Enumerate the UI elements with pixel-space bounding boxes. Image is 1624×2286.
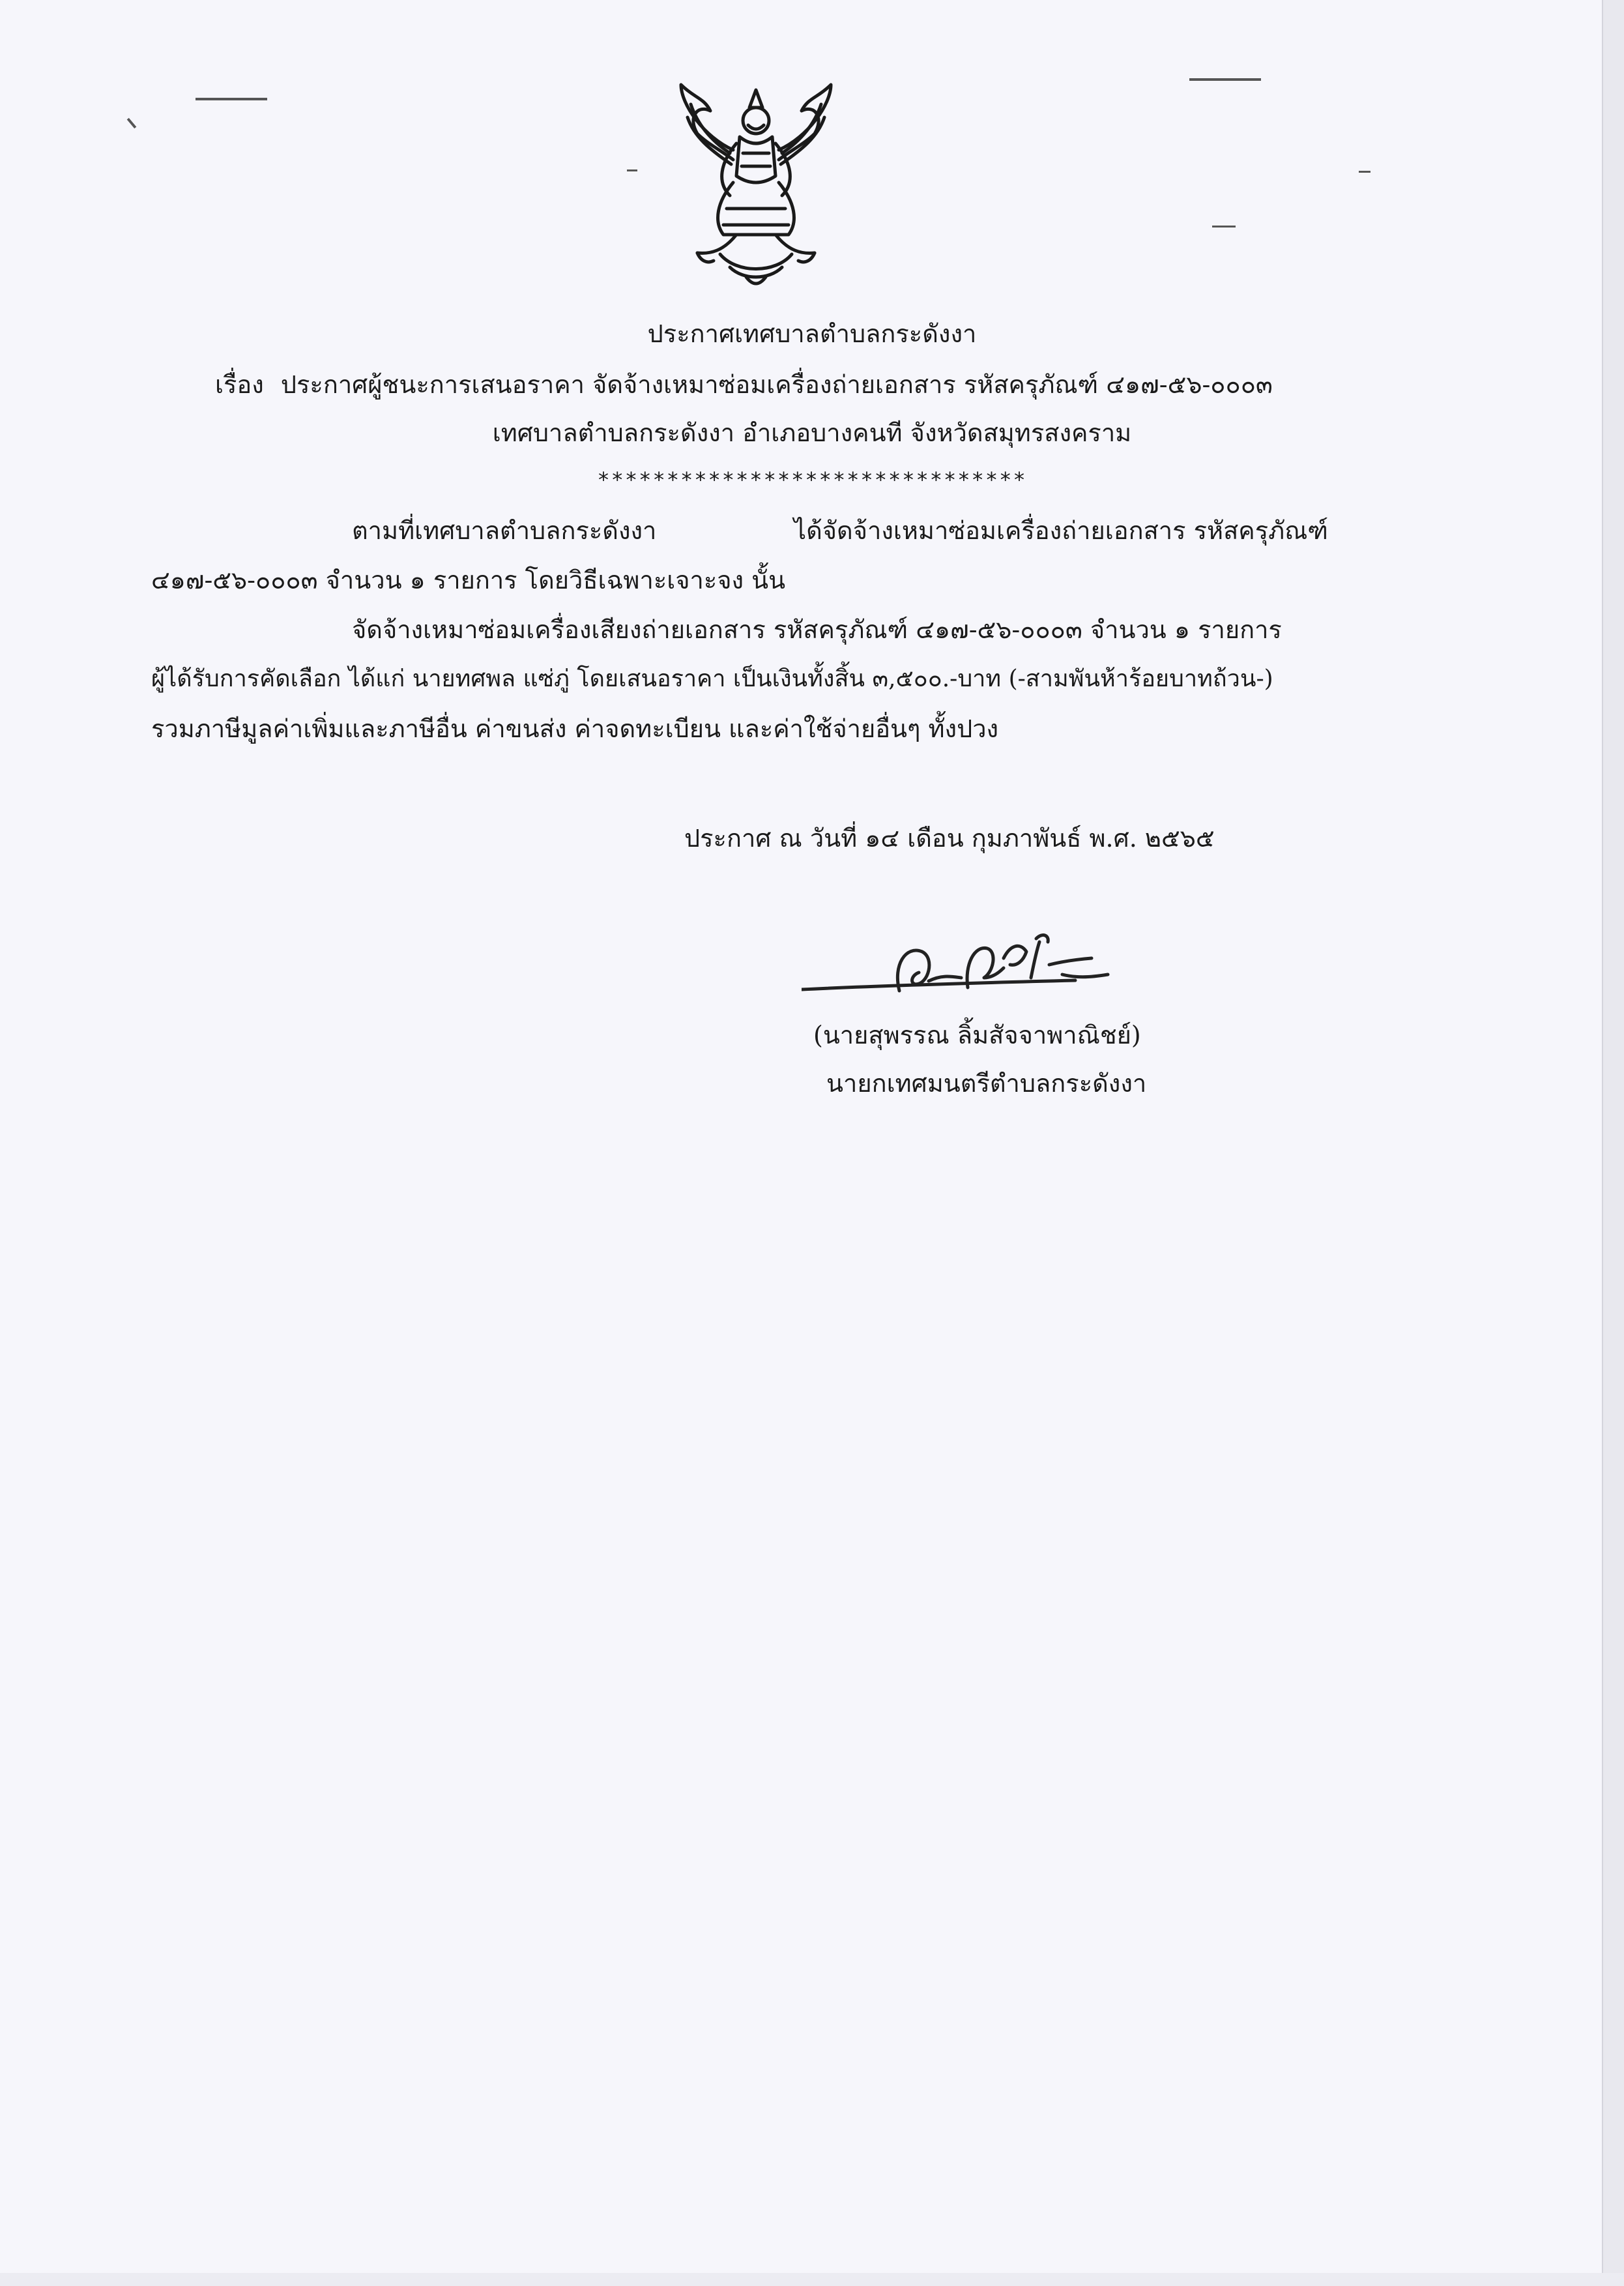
organization-line: เทศบาลตำบลกระดังงา อำเภอบางคนที จังหวัดสมุทรสงคราม [492, 418, 1132, 447]
scan-mark [196, 98, 267, 100]
paragraph1-line2: ๔๑๗-๕๖-๐๐๐๓ จำนวน ๑ รายการ โดยวิธีเฉพาะเจาะจง นั้น [151, 566, 786, 594]
subject-label: เรื่อง [215, 370, 264, 399]
scan-mark [1212, 226, 1236, 227]
scan-mark [627, 169, 637, 171]
paragraph1-line1-a: ตามที่เทศบาลตำบลกระดังงา [352, 516, 657, 545]
date-line: ประกาศ ณ วันที่ ๑๔ เดือน กุมภาพันธ์ พ.ศ. ๒๕๖๕ [684, 824, 1215, 853]
signature-image [802, 913, 1140, 1017]
scan-mark [1359, 171, 1370, 173]
subject-line [215, 369, 1273, 400]
paragraph2-line2: ผู้ได้รับการคัดเลือก ได้แก่ นายทศพล แซ่ภู่ โดยเสนอราคา เป็นเงินทั้งสิ้น ๓,๕๐๐.-บาท (-สามพันห้าร้อยบาทถ้วน-) [151, 666, 1273, 692]
signer-name: (นายสุพรรณ ลิ้มสัจจาพาณิชย์) [813, 1021, 1141, 1049]
page-bottom-edge [0, 2273, 1624, 2286]
garuda-emblem-icon [658, 78, 854, 293]
subject-text: ประกาศผู้ชนะการเสนอราคา จัดจ้างเหมาซ่อมเครื่องถ่ายเอกสาร รหัสครุภัณฑ์ ๔๑๗-๕๖-๐๐๐๓ [280, 370, 1273, 399]
document-title: ประกาศเทศบาลตำบลกระดังงา [647, 319, 977, 348]
separator: ******************************* [597, 467, 1027, 492]
paragraph1-line1-b: ได้จัดจ้างเหมาซ่อมเครื่องถ่ายเอกสาร รหัสครุภัณฑ์ [794, 516, 1328, 545]
scan-mark [1189, 78, 1261, 81]
paragraph2-line3: รวมภาษีมูลค่าเพิ่มและภาษีอื่น ค่าขนส่ง ค่าจดทะเบียน และค่าใช้จ่ายอื่นๆ ทั้งปวง [151, 714, 999, 743]
paragraph2-line1: จัดจ้างเหมาซ่อมเครื่องเสียงถ่ายเอกสาร รหัสครุภัณฑ์ ๔๑๗-๕๖-๐๐๐๓ จำนวน ๑ รายการ [352, 615, 1282, 644]
signer-position: นายกเทศมนตรีตำบลกระดังงา [826, 1069, 1147, 1098]
